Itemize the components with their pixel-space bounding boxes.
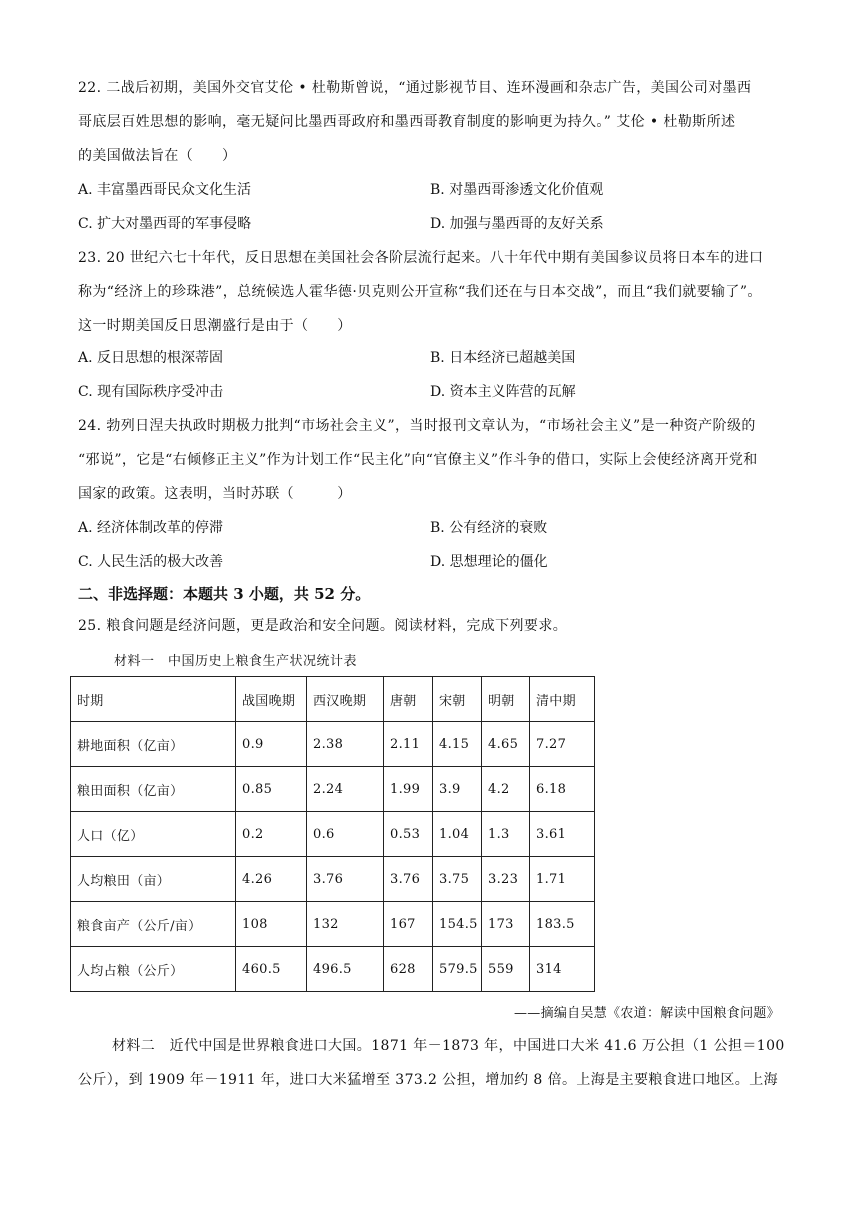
table-cell: 183.5 <box>530 902 595 947</box>
q24-option-d: D. 思想理论的僵化 <box>430 554 548 570</box>
table-cell: 1.71 <box>530 857 595 902</box>
table-cell: 1.99 <box>384 767 433 812</box>
table-row <box>71 857 595 902</box>
table-cell: 粮田面积（亿亩） <box>71 767 236 812</box>
table-header-cell: 时期 <box>71 677 236 722</box>
table-cell: 154.5 <box>433 902 482 947</box>
q23-option-d: D. 资本主义阵营的瓦解 <box>430 384 576 400</box>
table-cell: 0.9 <box>236 722 307 767</box>
table-cell: 2.11 <box>384 722 433 767</box>
table-cell: 314 <box>530 947 595 992</box>
q23-stem-line-3: 这一时期美国反日思潮盛行是由于（ ） <box>78 318 352 334</box>
table-cell: 0.85 <box>236 767 307 812</box>
material-two-line-2: 公斤），到 1909 年－1911 年，进口大米猛增至 373.2 公担，增加约 8 倍。上海是主要粮食进口地区。上海 <box>78 1072 778 1088</box>
q24-stem-line-2: “邪说”，它是“右倾修正主义”作为计划工作“民主化”向“官僚主义”作斗争的借口，实际上会使经济离开党和 <box>78 452 758 468</box>
table-row <box>71 722 595 767</box>
table-cell: 2.38 <box>307 722 384 767</box>
q23-stem-line-2: 称为“经济上的珍珠港”，总统候选人霍华德·贝克则公开宣称“我们还在与日本交战”，而且“我们就要输了”。 <box>78 284 762 300</box>
q22-stem-line-3: 的美国做法旨在（ ） <box>78 148 237 164</box>
grain-statistics-table <box>70 676 595 992</box>
table-row <box>71 902 595 947</box>
table-cell: 3.76 <box>384 857 433 902</box>
table-header-cell: 西汉晚期 <box>307 677 384 722</box>
table-cell: 460.5 <box>236 947 307 992</box>
q22-option-d: D. 加强与墨西哥的友好关系 <box>430 216 604 232</box>
material-two-line-1: 材料二 近代中国是世界粮食进口大国。1871 年－1873 年，中国进口大米 41.6 万公担（1 公担＝100 <box>112 1038 785 1054</box>
q24-option-a: A. 经济体制改革的停滞 <box>78 520 224 536</box>
table-cell: 2.24 <box>307 767 384 812</box>
table-cell: 3.9 <box>433 767 482 812</box>
q24-option-c: C. 人民生活的极大改善 <box>78 554 224 570</box>
q22-stem-line-1: 22. 二战后初期，美国外交官艾伦 • 杜勒斯曾说，“通过影视节目、连环漫画和杂志广告，美国公司对墨西 <box>78 80 752 96</box>
table-cell: 耕地面积（亿亩） <box>71 722 236 767</box>
table-cell: 人均占粮（公斤） <box>71 947 236 992</box>
table-cell: 559 <box>482 947 530 992</box>
table-cell: 1.04 <box>433 812 482 857</box>
q22-option-c: C. 扩大对墨西哥的军事侵略 <box>78 216 252 232</box>
table-cell: 496.5 <box>307 947 384 992</box>
table-cell: 628 <box>384 947 433 992</box>
q23-option-b: B. 日本经济已超越美国 <box>430 350 576 366</box>
material-one-caption: 材料一 中国历史上粮食生产状况统计表 <box>114 654 358 669</box>
q22-stem-line-2: 哥底层百姓思想的影响，毫无疑问比墨西哥政府和墨西哥教育制度的影响更为持久。” 艾伦 • 杜勒斯所述 <box>78 114 736 130</box>
q25-stem: 25. 粮食问题是经济问题，更是政治和安全问题。阅读材料，完成下列要求。 <box>78 618 568 634</box>
table-cell: 4.26 <box>236 857 307 902</box>
table-cell: 6.18 <box>530 767 595 812</box>
q24-stem-line-1: 24. 勃列日涅夫执政时期极力批判“市场社会主义”，当时报刊文章认为，“市场社会主义”是一种资产阶级的 <box>78 418 756 434</box>
table-row <box>71 812 595 857</box>
table-cell: 4.15 <box>433 722 482 767</box>
table-cell: 粮食亩产（公斤/亩） <box>71 902 236 947</box>
table-header-cell: 宋朝 <box>433 677 482 722</box>
table-header-cell: 明朝 <box>482 677 530 722</box>
table-cell: 579.5 <box>433 947 482 992</box>
table-cell: 0.53 <box>384 812 433 857</box>
table-cell: 0.6 <box>307 812 384 857</box>
table-row <box>71 767 595 812</box>
section-two-heading: 二、非选择题：本题共 3 小题，共 52 分。 <box>78 585 371 603</box>
q23-option-a: A. 反日思想的根深蒂固 <box>78 350 224 366</box>
table-source-citation: ——摘编自吴慧《农道：解读中国粮食问题》 <box>513 1006 780 1021</box>
table-cell: 7.27 <box>530 722 595 767</box>
table-cell: 173 <box>482 902 530 947</box>
table-cell: 4.2 <box>482 767 530 812</box>
table-header-cell: 战国晚期 <box>236 677 307 722</box>
table-header-row <box>71 677 595 722</box>
table-cell: 人口（亿） <box>71 812 236 857</box>
table-cell: 108 <box>236 902 307 947</box>
table-cell: 1.3 <box>482 812 530 857</box>
q23-option-c: C. 现有国际秩序受冲击 <box>78 384 224 400</box>
q22-option-b: B. 对墨西哥渗透文化价值观 <box>430 182 604 198</box>
table-cell: 4.65 <box>482 722 530 767</box>
table-cell: 人均粮田（亩） <box>71 857 236 902</box>
table-cell: 3.23 <box>482 857 530 902</box>
q24-option-b: B. 公有经济的衰败 <box>430 520 548 536</box>
table-header-cell: 清中期 <box>530 677 595 722</box>
table-cell: 0.2 <box>236 812 307 857</box>
table-cell: 167 <box>384 902 433 947</box>
table-cell: 3.76 <box>307 857 384 902</box>
table-row <box>71 947 595 992</box>
table-cell: 3.75 <box>433 857 482 902</box>
q22-option-a: A. 丰富墨西哥民众文化生活 <box>78 182 252 198</box>
table-header-cell: 唐朝 <box>384 677 433 722</box>
table-cell: 3.61 <box>530 812 595 857</box>
table-cell: 132 <box>307 902 384 947</box>
q23-stem-line-1: 23. 20 世纪六七十年代，反日思想在美国社会各阶层流行起来。八十年代中期有美国参议员将日本车的进口 <box>78 250 764 266</box>
q24-stem-line-3: 国家的政策。这表明，当时苏联（ ） <box>78 486 352 502</box>
